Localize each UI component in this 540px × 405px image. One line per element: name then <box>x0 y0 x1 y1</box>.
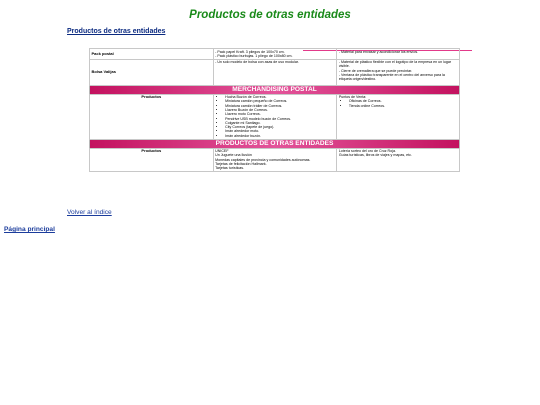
list-item: • Pendrive USB modelo buzón de Correos. <box>225 117 335 121</box>
row-label: Bolsa Valijas <box>90 59 214 85</box>
merch-list <box>215 95 335 138</box>
points-list <box>339 99 458 108</box>
list-item: • Tienda online Correos. <box>349 104 458 108</box>
other-right-cell <box>337 148 460 171</box>
other-left-cell <box>213 148 337 171</box>
row-label: Productos <box>90 94 214 139</box>
home-page-link[interactable]: Página principal <box>4 226 55 233</box>
points-title: Puntos de Venta: <box>338 95 367 100</box>
row-text: Lotería sorteo del oro de Cruz Roja. <box>338 149 396 154</box>
row-text: - Cierre de cremallera que se puede precintar. <box>338 68 413 73</box>
table-row <box>90 94 460 139</box>
row-text: - Material para envasar y acondicionar los envíos. <box>338 49 419 54</box>
merch-list-cell <box>213 94 337 139</box>
table-row <box>90 49 460 60</box>
row-text: Guías turísticas, libros de viajes y mapas, etc. <box>338 153 412 158</box>
banner-row <box>90 139 460 148</box>
row-left-cell <box>213 49 337 60</box>
row-text: Tarjetas turísticas. <box>215 166 245 171</box>
banner-row <box>90 85 460 94</box>
list-item: • City Correos (tapete de juego). <box>225 125 335 129</box>
row-label: Productos <box>90 148 214 171</box>
list-item: • Imán alrededor moto. <box>225 129 335 133</box>
table-row <box>90 148 460 171</box>
list-item: • Colgante mi Santiago. <box>225 121 335 125</box>
table-row <box>90 59 460 85</box>
row-text: UNICEF <box>215 149 229 154</box>
row-label: Pack postal <box>90 49 214 60</box>
back-to-index-link[interactable]: Volver al índice <box>67 209 112 216</box>
row-text: - Un solo modelo de bolsa con asas de uso modular. <box>215 60 299 65</box>
section-heading-link[interactable]: Productos de otras entidades <box>67 28 166 35</box>
points-of-sale-cell <box>337 94 460 139</box>
list-item: • Miniatura camión pequeño de Correos. <box>225 99 335 103</box>
row-text: - Pack papel Kraft. 3 pliegos de 100x70 cm. <box>215 49 285 54</box>
row-left-cell <box>213 59 337 85</box>
list-item: • Oficinas de Correos. <box>349 99 458 103</box>
products-table <box>89 48 460 172</box>
list-item: • Hucha Buzón de Correos. <box>225 95 335 99</box>
row-text: - Pack plástico burbujas. 1 pliego de 100x80 cm. <box>215 53 293 58</box>
list-item: • Imán alrededor buzón. <box>225 134 335 138</box>
row-text: Tarjetas de felicitación Hallmark. <box>215 161 267 166</box>
row-right-cell <box>337 59 460 85</box>
list-item: • Llavero moto Correos. <box>225 112 335 116</box>
row-text: Monedas capitales de provincia y comunidades autónomas. <box>215 157 311 162</box>
other-entities-banner: PRODUCTOS DE OTRAS ENTIDADES <box>90 139 460 148</box>
row-text: - Material de plástico flexible con el logotipo de la empresa en un lugar visible. <box>338 60 452 69</box>
merchandising-banner: MERCHANDISING POSTAL <box>90 85 460 94</box>
page-title: Productos de otras entidades <box>189 9 351 21</box>
row-right-cell <box>337 49 460 60</box>
row-text: Un Juguete una Ilusión <box>215 153 252 158</box>
row-text: - Ventana de plástico transparente en el centro del anverso para la etiqueta origen/destino. <box>338 72 445 82</box>
list-item: • Llavero Buzón de Correos. <box>225 108 335 112</box>
list-item: • Miniatura camión tráiler de Correos. <box>225 104 335 108</box>
